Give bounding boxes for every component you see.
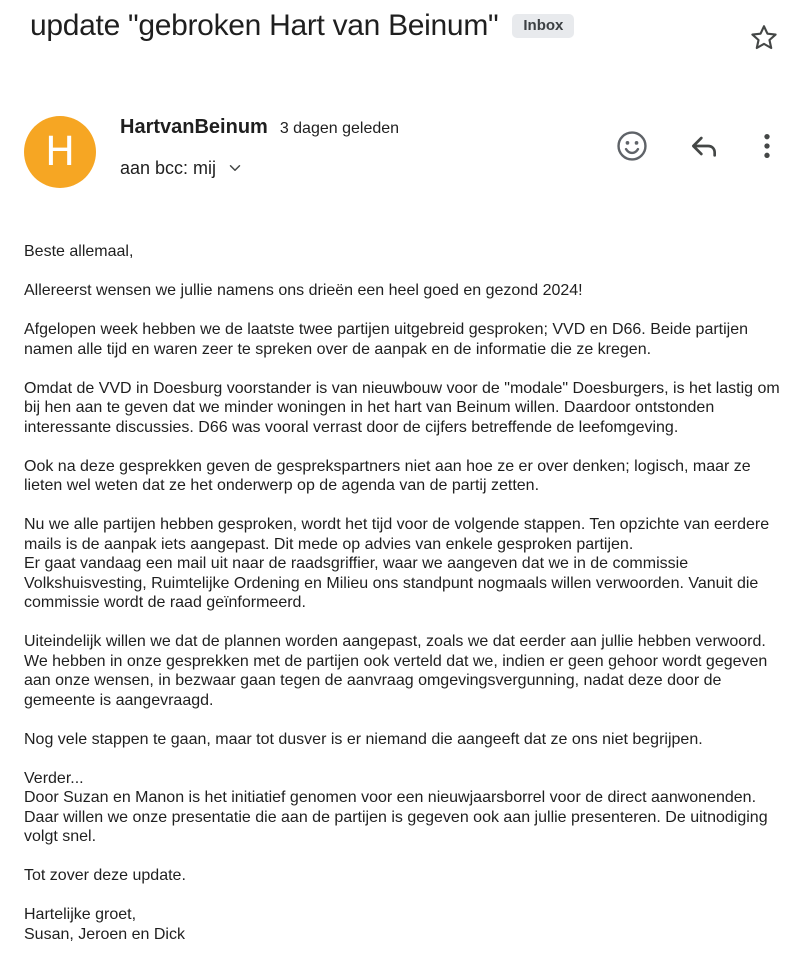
subject-row bbox=[30, 4, 770, 48]
sender-avatar[interactable]: H bbox=[24, 116, 96, 188]
body-paragraph: Tot zover deze update. bbox=[24, 867, 186, 884]
reply-icon[interactable] bbox=[686, 128, 722, 164]
body-paragraph: Uiteindelijk willen we dat de plannen worden aangepast, zoals we dat eerder aan jullie hebben verwoord. We hebben in onze gesprekken met de partijen ook verteld dat we, indien er geen gehoor wordt gegeven aan onze wensen, in bezwaar gaan tegen de aanvraag omgevingsvergunning, nadat deze door de gemeente is aangevraagd. bbox=[24, 633, 768, 709]
inbox-label-chip[interactable]: Inbox bbox=[512, 14, 574, 38]
body-signature: Hartelijke groet, Susan, Jeroen en Dick bbox=[24, 906, 185, 943]
email-body bbox=[24, 242, 784, 964]
body-paragraph: Nog vele stappen te gaan, maar tot dusver is er niemand die aangeeft dat ze ons niet begrijpen. bbox=[24, 730, 703, 748]
body-paragraph: Nu we alle partijen hebben gesproken, wordt het tijd voor de volgende stappen. Ten opzichte van eerdere mails is de aanpak iets aangepast. Dit mede op advies van enkele gesproken partijen. Er gaat vandaag een mail uit naar de raadsgriffier, waar we aangeven dat we in de commissie Volkshuisvesting, Ruimtelijke Ordening en Milieu ons standpunt nogmaals willen verwoorden. Vanuit die commissie wordt de raad geïnformeerd. bbox=[24, 516, 770, 611]
email-timestamp: 3 dagen geleden bbox=[279, 120, 400, 137]
recipient-text: aan bcc: mij bbox=[120, 157, 217, 178]
star-icon[interactable] bbox=[748, 22, 780, 54]
add-reaction-icon[interactable] bbox=[614, 128, 650, 164]
body-paragraph: Verder... Door Suzan en Manon is het initiatief genomen voor een nieuwjaarsborrel voor de direct aanwonenden. Daar willen we onze presentatie die aan de partijen is gegeven ook aan jullie presenteren. De uitnodiging volgt snel. bbox=[24, 769, 768, 845]
body-paragraph: Afgelopen week hebben we de laatste twee partijen uitgebreid gesproken; VVD en D66. Beide partijen namen alle tijd en waren zeer te spreken over de aanpak en de informatie die ze kregen. bbox=[24, 321, 749, 358]
body-paragraph: Omdat de VVD in Doesburg voorstander is van nieuwbouw voor de "modale" Doesburgers, is het lastig om bij hen aan te geven dat we minder woningen in het hart van Beinum willen. Daardoor ontstonden interessante discussies. D66 was vooral verrast door de cijfers betreffende de leefomgeving. bbox=[24, 379, 780, 436]
more-vertical-icon[interactable] bbox=[749, 128, 785, 164]
sender-name[interactable]: HartvanBeinum bbox=[120, 116, 268, 138]
sender-row bbox=[120, 116, 399, 144]
recipient-details-toggle[interactable] bbox=[120, 154, 244, 182]
body-paragraph: Allereerst wensen we jullie namens ons drieën een heel goed en gezond 2024! bbox=[24, 282, 583, 299]
email-subject: update "gebroken Hart van Beinum" bbox=[30, 9, 499, 42]
body-paragraph: Ook na deze gesprekken geven de gesprekspartners niet aan hoe ze er over denken; logisch, maar ze lieten wel weten dat ze het onderwerp op de agenda van de partij zetten. bbox=[24, 457, 751, 494]
body-greeting: Beste allemaal, bbox=[24, 243, 134, 260]
chevron-down-icon[interactable] bbox=[226, 159, 244, 177]
